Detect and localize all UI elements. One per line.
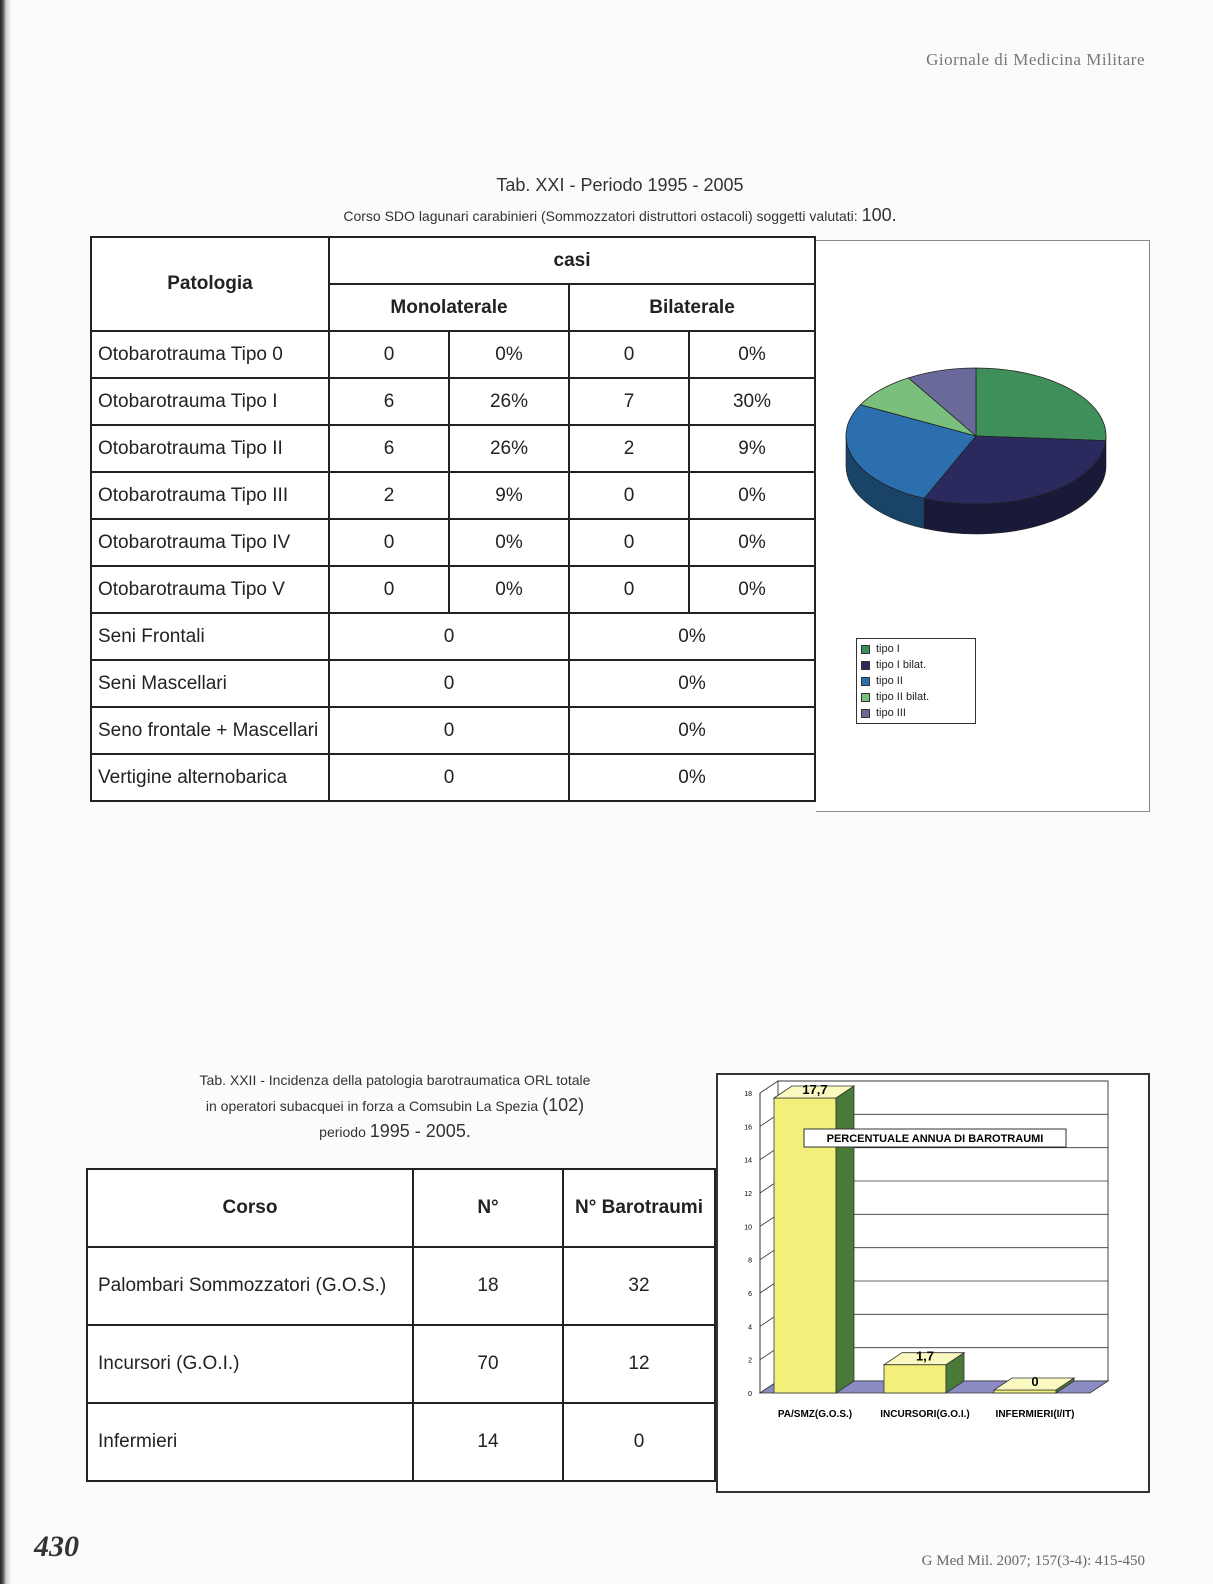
table21-caption-line2: Corso SDO lagunari carabinieri (Sommozzatori distruttori ostacoli) soggetti valutati: xyxy=(343,208,858,224)
chart-title: PERCENTUALE ANNUA DI BAROTRAUMI xyxy=(826,1133,1044,1145)
bi-percent: 30% xyxy=(689,378,815,425)
table-row xyxy=(91,707,815,754)
table-row xyxy=(87,1247,715,1325)
mono-percent: 0% xyxy=(449,331,569,378)
corso-label: Infermieri xyxy=(87,1403,413,1481)
table22-caption-line2b: (102) xyxy=(542,1095,585,1115)
mono-count: 6 xyxy=(329,378,449,425)
table-row xyxy=(91,613,815,660)
row-label: Seni Frontali xyxy=(91,613,329,660)
y-tick-label: 18 xyxy=(744,1091,752,1098)
corso-label: Palombari Sommozzatori (G.O.S.) xyxy=(87,1247,413,1325)
table22-caption xyxy=(90,1068,700,1145)
mono-count: 0 xyxy=(329,331,449,378)
col-bilaterale: Bilaterale xyxy=(569,284,815,331)
legend-item xyxy=(861,673,975,689)
percent: 0% xyxy=(569,660,815,707)
mono-percent: 0% xyxy=(449,519,569,566)
pie-chart-panel xyxy=(816,240,1150,812)
table-row xyxy=(91,566,815,613)
mono-count: 0 xyxy=(329,566,449,613)
mono-count: 0 xyxy=(329,519,449,566)
table21-caption-count: 100. xyxy=(861,205,897,225)
table22-caption-line3a: periodo xyxy=(319,1124,366,1140)
y-tick-label: 12 xyxy=(744,1191,752,1198)
mono-percent: 26% xyxy=(449,425,569,472)
y-tick-label: 4 xyxy=(748,1324,752,1332)
table-row xyxy=(91,472,815,519)
y-tick-label: 14 xyxy=(744,1157,752,1165)
table21-caption-line1: Tab. XXI - Periodo 1995 - 2005 xyxy=(496,175,744,195)
percent: 0% xyxy=(569,707,815,754)
table22 xyxy=(86,1168,716,1482)
bi-count: 0 xyxy=(569,472,689,519)
bi-percent: 0% xyxy=(689,519,815,566)
row-label: Seno frontale + Mascellari xyxy=(91,707,329,754)
count: 0 xyxy=(329,754,569,801)
legend-swatch xyxy=(861,661,870,670)
mono-count: 2 xyxy=(329,472,449,519)
row-label: Otobarotrauma Tipo 0 xyxy=(91,331,329,378)
legend-label: tipo I bilat. xyxy=(876,659,927,671)
table-row xyxy=(87,1403,715,1481)
legend-swatch xyxy=(861,693,870,702)
row-label: Seni Mascellari xyxy=(91,660,329,707)
table21-caption xyxy=(90,170,1150,231)
bar-chart-panel xyxy=(716,1073,1150,1493)
table-row xyxy=(91,378,815,425)
legend-item xyxy=(861,689,975,705)
row-label: Otobarotrauma Tipo V xyxy=(91,566,329,613)
bi-count: 0 xyxy=(569,566,689,613)
x-category-label: INFERMIERI(I/IT) xyxy=(995,1409,1075,1420)
table-row xyxy=(91,425,815,472)
grid-line-side xyxy=(760,1081,778,1093)
y-tick-label: 0 xyxy=(748,1391,752,1398)
barotraumi-value: 32 xyxy=(563,1247,715,1325)
bi-count: 0 xyxy=(569,519,689,566)
bar xyxy=(994,1390,1056,1393)
bi-percent: 0% xyxy=(689,566,815,613)
col-barotraumi: N° Barotraumi xyxy=(563,1169,715,1247)
n-value: 18 xyxy=(413,1247,563,1325)
table21 xyxy=(90,236,816,802)
pie-legend xyxy=(856,638,976,724)
row-label: Vertigine alternobarica xyxy=(91,754,329,801)
barotraumi-value: 0 xyxy=(563,1403,715,1481)
col-casi: casi xyxy=(329,237,815,284)
legend-swatch xyxy=(861,645,870,654)
legend-item xyxy=(861,641,975,657)
count: 0 xyxy=(329,613,569,660)
page-number: 430 xyxy=(34,1530,79,1563)
barotraumi-value: 12 xyxy=(563,1325,715,1403)
bar xyxy=(884,1365,946,1393)
corso-label: Incursori (G.O.I.) xyxy=(87,1325,413,1403)
table-row xyxy=(91,519,815,566)
n-value: 14 xyxy=(413,1403,563,1481)
col-corso: Corso xyxy=(87,1169,413,1247)
legend-item xyxy=(861,657,975,673)
bi-percent: 0% xyxy=(689,472,815,519)
bi-count: 0 xyxy=(569,331,689,378)
table22-caption-line3b: 1995 - 2005. xyxy=(369,1121,471,1141)
table-row xyxy=(91,660,815,707)
percent: 0% xyxy=(569,613,815,660)
binding-edge xyxy=(0,0,12,1584)
row-label: Otobarotrauma Tipo IV xyxy=(91,519,329,566)
legend-swatch xyxy=(861,677,870,686)
row-label: Otobarotrauma Tipo III xyxy=(91,472,329,519)
legend-label: tipo II xyxy=(876,675,903,687)
legend-label: tipo II bilat. xyxy=(876,691,930,703)
table-row xyxy=(91,754,815,801)
row-label: Otobarotrauma Tipo II xyxy=(91,425,329,472)
col-monolaterale: Monolaterale xyxy=(329,284,569,331)
bar-data-label: 0 xyxy=(1031,1374,1039,1389)
mono-percent: 0% xyxy=(449,566,569,613)
table-row xyxy=(87,1325,715,1403)
col-patologia: Patologia xyxy=(91,237,329,331)
row-label: Otobarotrauma Tipo I xyxy=(91,378,329,425)
bar-data-label: 17,7 xyxy=(802,1082,828,1097)
legend-item xyxy=(861,705,975,721)
x-category-label: PA/SMZ(G.O.S.) xyxy=(777,1409,853,1420)
bi-count: 2 xyxy=(569,425,689,472)
bi-count: 7 xyxy=(569,378,689,425)
bi-percent: 0% xyxy=(689,331,815,378)
mono-percent: 26% xyxy=(449,378,569,425)
legend-label: tipo I xyxy=(876,643,900,655)
legend-swatch xyxy=(861,709,870,718)
n-value: 70 xyxy=(413,1325,563,1403)
table22-caption-line2a: in operatori subacquei in forza a Comsubin La Spezia xyxy=(205,1098,539,1114)
y-tick-label: 16 xyxy=(744,1124,752,1132)
bar-chart xyxy=(718,1075,1148,1491)
percent: 0% xyxy=(569,754,815,801)
legend-label: tipo III xyxy=(876,707,906,719)
mono-percent: 9% xyxy=(449,472,569,519)
table-row xyxy=(91,331,815,378)
y-tick-label: 2 xyxy=(748,1357,752,1365)
col-n: N° xyxy=(413,1169,563,1247)
mono-count: 6 xyxy=(329,425,449,472)
citation: G Med Mil. 2007; 157(3-4): 415-450 xyxy=(921,1553,1145,1569)
journal-header: Giornale di Medicina Militare xyxy=(926,50,1145,69)
y-tick-label: 6 xyxy=(748,1291,752,1298)
bi-percent: 9% xyxy=(689,425,815,472)
pie-chart xyxy=(816,241,1149,811)
y-tick-label: 10 xyxy=(744,1224,752,1232)
x-category-label: INCURSORI(G.O.I.) xyxy=(880,1409,970,1420)
bar-data-label: 1,7 xyxy=(915,1348,935,1364)
table22-caption-line1: Tab. XXII - Incidenza della patologia barotraumatica ORL totale xyxy=(199,1072,591,1088)
count: 0 xyxy=(329,707,569,754)
y-tick-label: 8 xyxy=(748,1257,752,1265)
pie-slice xyxy=(976,368,1106,441)
count: 0 xyxy=(329,660,569,707)
